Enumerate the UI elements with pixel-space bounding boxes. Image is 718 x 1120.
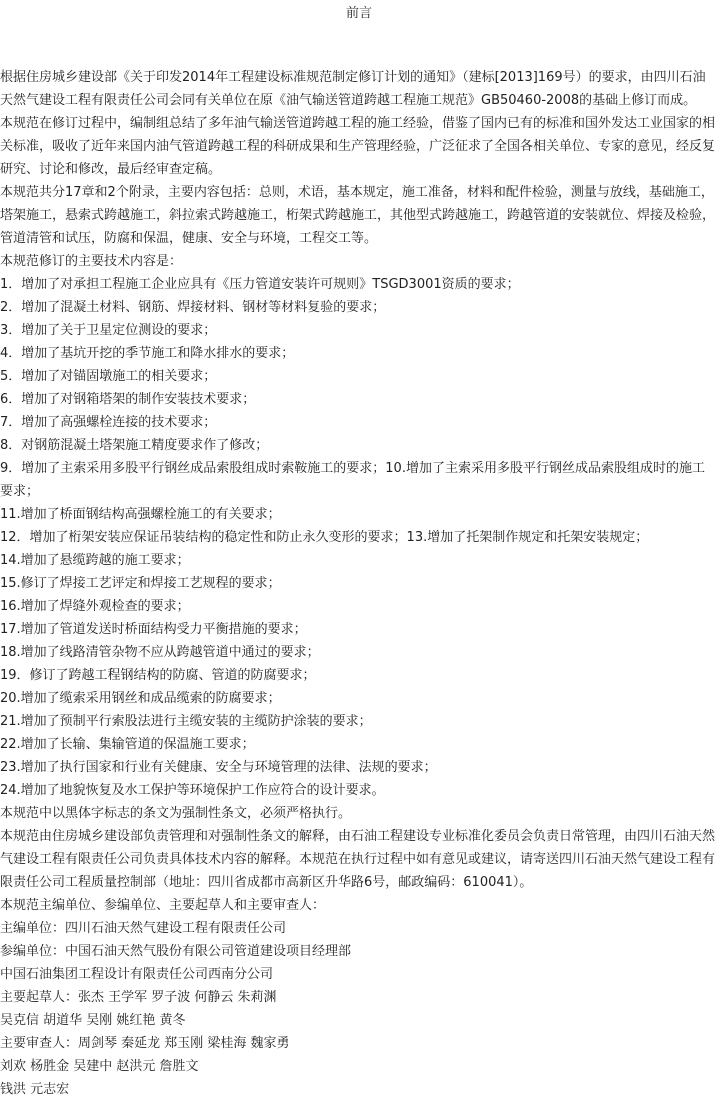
paragraph: 1．增加了对承担工程施工企业应具有《压力管道安装许可规则》TSGD3001资质的要求； [0,277,520,292]
paragraph: 8．对钢筋混凝土塔架施工精度要求作了修改； [0,438,269,453]
paragraph: 本规范中以黑体字标志的条文为强制性条文，必须严格执行。 [0,806,352,821]
paragraph: 15.修订了焊接工艺评定和焊接工艺规程的要求； [0,576,281,591]
paragraph: 9．增加了主索采用多股平行钢丝成品索股组成时索鞍施工的要求；10.增加了主索采用多股平行钢丝成品索股组成时的施工要求； [0,461,705,499]
paragraph: 17.增加了管道发送时桥面结构受力平衡措施的要求； [0,622,307,637]
paragraph: 本规范在修订过程中，编制组总结了多年油气输送管道跨越工程的施工经验，借鉴了国内已有的标准和国外发达工业国家的相关标准，吸收了近年来国内油气管道跨越工程的科研成果和生产管理经验，广泛征求了全国各相关单位、专家的意见，经反复研究、讨论和修改，最后经审查定稿。 [0,116,716,177]
paragraph: 本规范主编单位、参编单位、主要起草人和主要审查人： [0,898,326,913]
paragraph: 参编单位：中国石油天然气股份有限公司管道建设项目经理部 [0,944,352,959]
paragraph: 3．增加了关于卫星定位测设的要求； [0,323,217,338]
paragraph: 21.增加了预制平行索股法进行主缆安装的主缆防护涂装的要求； [0,714,372,729]
paragraph: 12．增加了桁架安装应保证吊装结构的稳定性和防止永久变形的要求；13.增加了托架制作规定和托架安装规定； [0,530,649,545]
paragraph: 20.增加了缆索采用钢丝和成品缆索的防腐要求； [0,691,281,706]
paragraph: 主要审查人：周剑琴 秦延龙 郑玉刚 梁桂海 魏家勇 [0,1036,290,1051]
paragraph: 18.增加了线路清管杂物不应从跨越管道中通过的要求； [0,645,320,660]
paragraph: 22.增加了长输、集输管道的保温施工要求； [0,737,255,752]
paragraph: 16.增加了焊缝外观检查的要求； [0,599,190,614]
paragraph: 中国石油集团工程设计有限责任公司西南分公司 [0,967,274,982]
paragraph: 主要起草人：张杰 王学军 罗子波 何静云 朱莉渊 [0,990,277,1005]
paragraph: 本规范由住房城乡建设部负责管理和对强制性条文的解释，由石油工程建设专业标准化委员会负责日常管理，由四川石油天然气建设工程有限责任公司负责具体技术内容的解释。本规范在执行过程中如有意见或建议，请寄送四川石油天然气建设工程有限责任公司工程质量控制部（地址：四川省成都市高新区升华路6号，邮政编码：610041）。 [0,829,716,890]
paragraph: 11.增加了桥面钢结构高强螺栓施工的有关要求； [0,507,281,522]
paragraph: 6．增加了对钢箱塔架的制作安装技术要求； [0,392,256,407]
paragraph: 5．增加了对锚固墩施工的相关要求； [0,369,217,384]
page-title: 前言 [345,6,372,21]
paragraph: 本规范修订的主要技术内容是： [0,254,183,269]
paragraph: 本规范共分17章和2个附录，主要内容包括：总则，术语，基本规定，施工准备，材料和配件检验，测量与放线，基础施工，塔架施工，悬索式跨越施工，斜拉索式跨越施工，桁架式跨越施工，其他型式跨越施工，跨越管道的安装就位、焊接及检验，管道清管和试压，防腐和保温，健康、安全与环境，工程交工等。 [0,185,716,246]
paragraph: 2．增加了混凝土材料、钢筋、焊接材料、钢材等材料复验的要求； [0,300,386,315]
paragraph: 主编单位：四川石油天然气建设工程有限责任公司 [0,921,287,936]
paragraph: 7．增加了高强螺栓连接的技术要求； [0,415,217,430]
paragraph: 23.增加了执行国家和行业有关健康、安全与环境管理的法律、法规的要求； [0,760,437,775]
document-body [0,66,716,1101]
paragraph: 24.增加了地貌恢复及水工保护等环境保护工作应符合的设计要求。 [0,783,385,798]
paragraph: 4．增加了基坑开挖的季节施工和降水排水的要求； [0,346,295,361]
paragraph: 刘欢 杨胜金 吴建中 赵洪元 詹胜文 [0,1059,199,1074]
paragraph: 14.增加了悬缆跨越的施工要求； [0,553,190,568]
paragraph: 钱洪 元志宏 [0,1082,70,1097]
paragraph: 根据住房城乡建设部《关于印发2014年工程建设标准规范制定修订计划的通知》（建标[2013]169号）的要求，由四川石油天然气建设工程有限责任公司会同有关单位在原《油气输送管道跨越工程施工规范》GB50460-2008的基础上修订而成。 [0,70,706,108]
paragraph: 吴克信 胡道华 吴刚 姚红艳 黄冬 [0,1013,186,1028]
paragraph: 19．修订了跨越工程钢结构的防腐、管道的防腐要求； [0,668,316,683]
